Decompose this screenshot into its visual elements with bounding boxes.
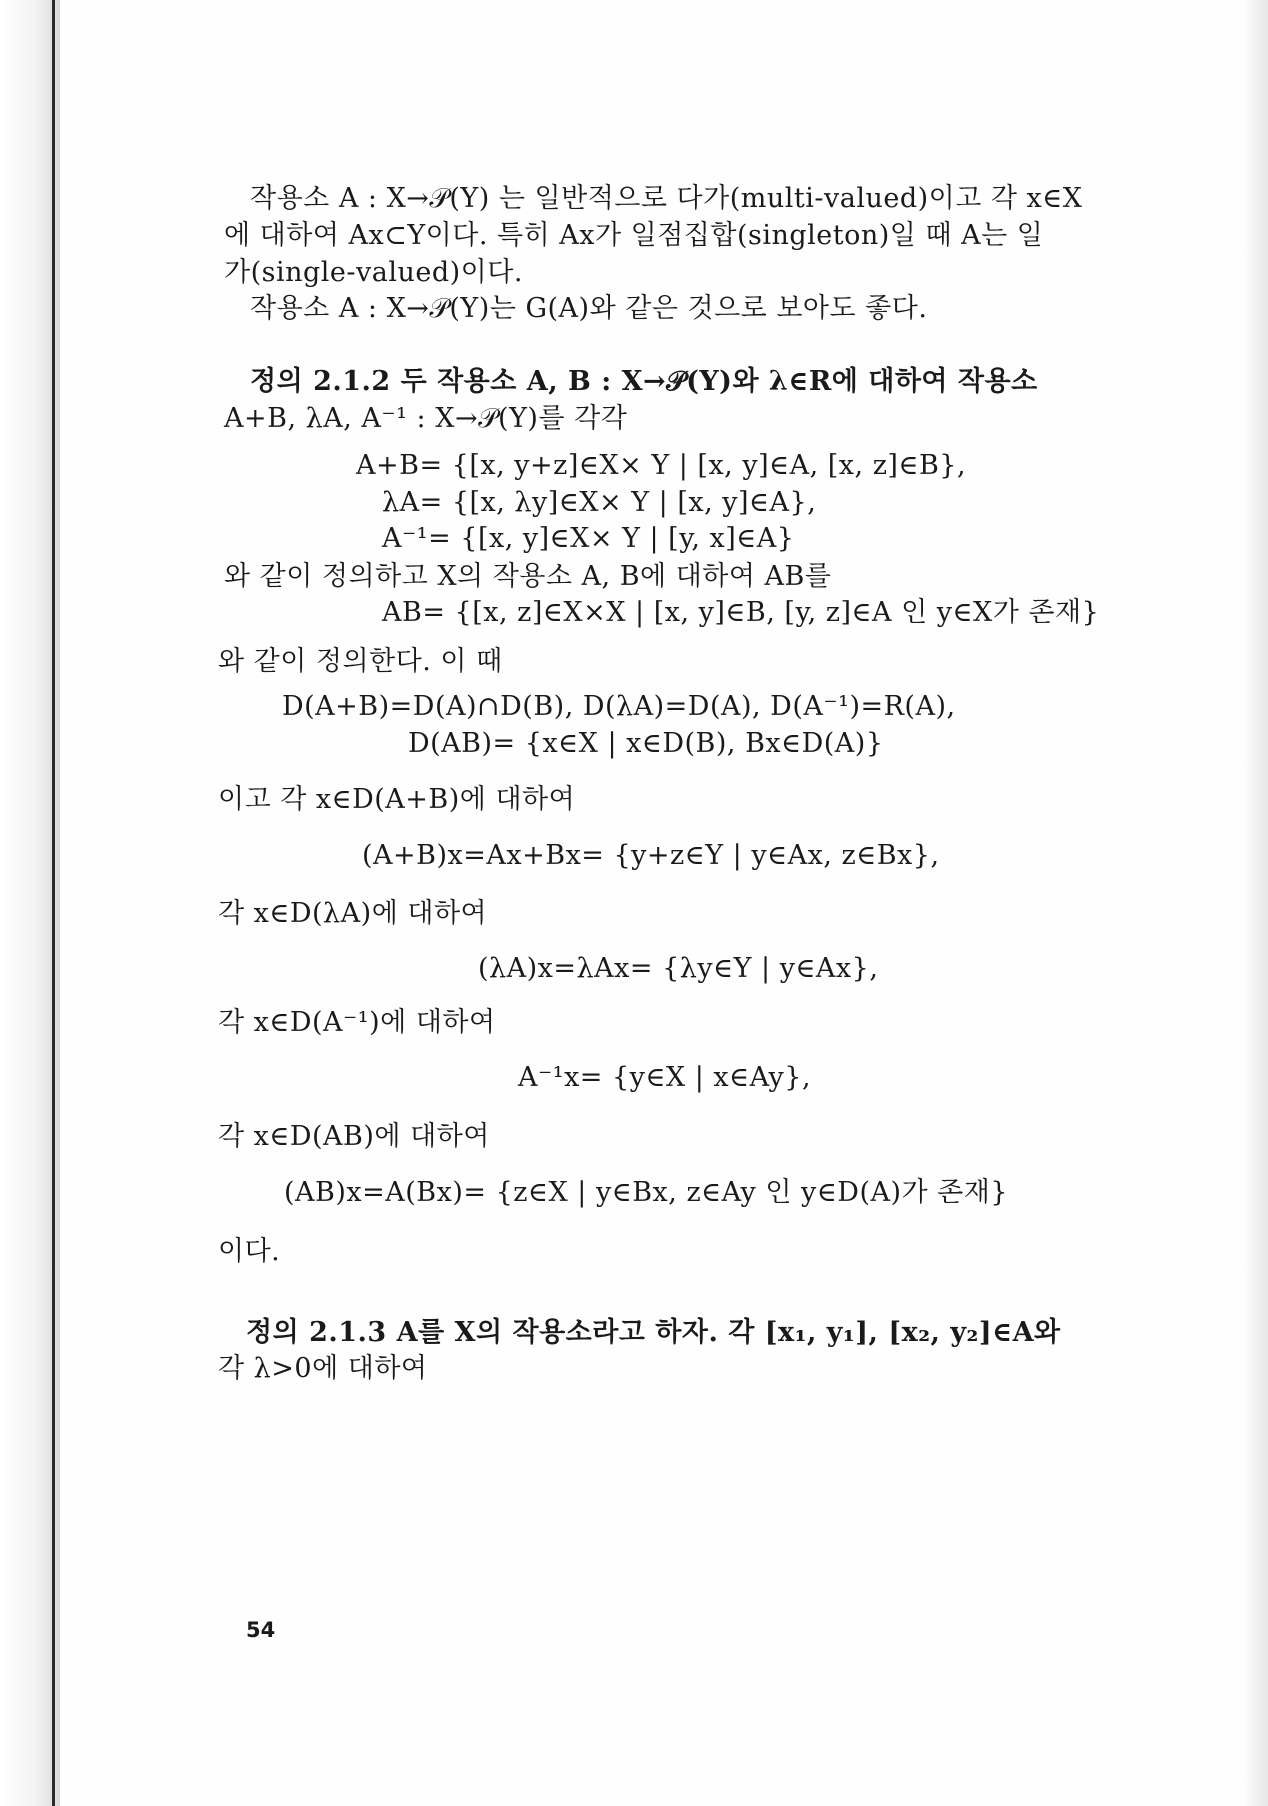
definition-heading: 정의 2.1.3 A를 X의 작용소라고 하자. 각 [x₁, y₁], [x₂, y₂]∈A와 (246, 1317, 1061, 1348)
equation-line: (λA)x=λAx= {λy∈Y | y∈Ax}, (478, 953, 879, 984)
text-line: 와 같이 정의하고 X의 작용소 A, B에 대하여 AB를 (224, 561, 832, 592)
book-page (66, 0, 1242, 1806)
equation-line: λA= {[x, λy]∈X× Y | [x, y]∈A}, (382, 487, 817, 518)
equation-line: (AB)x=A(Bx)= {z∈X | y∈Bx, z∈Ay 인 y∈D(A)가 존재} (284, 1177, 1009, 1208)
equation-line: AB= {[x, z]∈X×X | [x, y]∈B, [y, z]∈A 인 y∈X가 존재} (382, 597, 1100, 628)
book-gutter-shadow (0, 0, 60, 1806)
equation-line: A⁻¹x= {y∈X | x∈Ay}, (518, 1062, 812, 1093)
text-line: 이고 각 x∈D(A+B)에 대하여 (218, 784, 576, 815)
text-line: 각 x∈D(A⁻¹)에 대하여 (218, 1007, 496, 1038)
text-line: 각 λ>0에 대하여 (218, 1353, 428, 1384)
page-right-edge (1242, 0, 1268, 1806)
page-number: 54 (246, 1618, 276, 1642)
equation-line: (A+B)x=Ax+Bx= {y+z∈Y | y∈Ax, z∈Bx}, (362, 840, 940, 871)
equation-line: D(AB)= {x∈X | x∈D(B), Bx∈D(A)} (408, 728, 884, 759)
text-line: 에 대하여 Ax⊂Y이다. 특히 Ax가 일점집합(singleton)일 때 A는 일 (224, 220, 1044, 251)
text-line: 작용소 A : X→𝒫(Y) 는 일반적으로 다가(multi-valued)이고 각 x∈X (250, 183, 1083, 214)
equation-line: A⁻¹= {[x, y]∈X× Y | [y, x]∈A} (382, 523, 795, 554)
text-line: 와 같이 정의한다. 이 때 (218, 646, 503, 677)
definition-heading: 정의 2.1.2 두 작용소 A, B : X→𝒫(Y)와 λ∈R에 대하여 작용소 (250, 366, 1038, 397)
text-line: 이다. (218, 1236, 281, 1267)
text-line: 각 x∈D(AB)에 대하여 (218, 1121, 490, 1152)
text-line: 가(single-valued)이다. (224, 257, 523, 288)
equation-line: D(A+B)=D(A)∩D(B), D(λA)=D(A), D(A⁻¹)=R(A), (282, 691, 956, 722)
text-line: A+B, λA, A⁻¹ : X→𝒫(Y)를 각각 (224, 403, 628, 434)
text-line: 각 x∈D(λA)에 대하여 (218, 898, 488, 929)
text-line: 작용소 A : X→𝒫(Y)는 G(A)와 같은 것으로 보아도 좋다. (250, 293, 928, 324)
equation-line: A+B= {[x, y+z]∈X× Y | [x, y]∈A, [x, z]∈B}, (356, 450, 967, 481)
